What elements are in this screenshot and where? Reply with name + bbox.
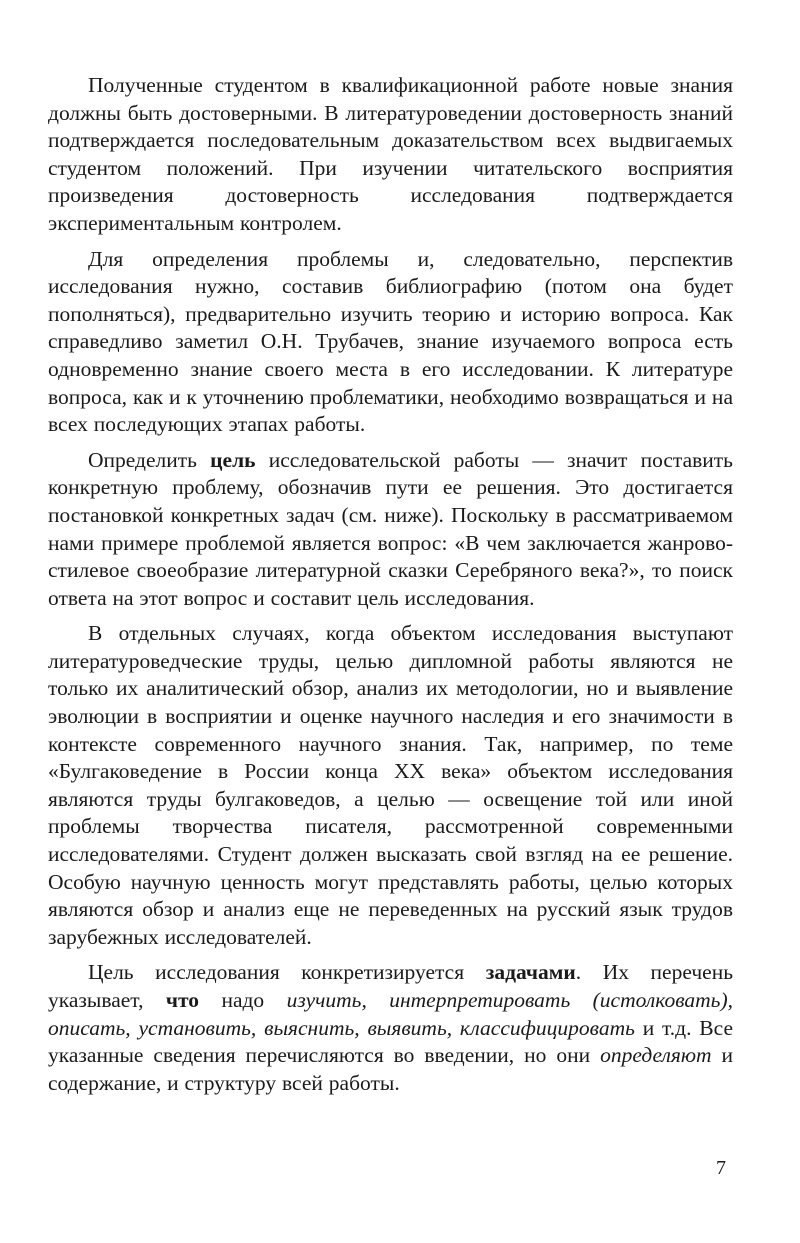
goal-term: цель: [210, 447, 256, 472]
tasks-end-text: и содержание, и структуру всей работы.: [48, 1043, 733, 1095]
tasks-mid3-text: и т.д. Все указанные сведения перечисляются во введении, но они: [48, 1015, 733, 1068]
paragraph-reliability: Полученные студентом в квалификационной работе новые знания должны быть достоверными. В литературоведении достоверность знаний подтверждается последовательным доказательством всех выдвигаемых студентом положений. При изучении читательского восприятия произведения достоверность исследования подтверждается экспериментальным контролем.: [48, 73, 733, 235]
what-term: что: [165, 988, 200, 1012]
paragraph-problem-definition: Для определения проблемы и, следовательно, перспектив исследования нужно, составив библиографию (потом она будет пополняться), предварительно изучить теорию и историю вопроса. Как справедливо заметил О.Н. Трубачев, знание изучаемого вопроса есть одновременно знание своего места в его исследовании. К литературе вопроса, как и к уточнению проблематики, необходимо возвращаться и на всех последующих этапах работы.: [48, 246, 733, 437]
paragraph-literary-studies: В отдельных случаях, когда объектом исследования выступают литературоведческие труды, целью дипломной работы являются не только их аналитический обзор, анализ их методологии, но и выявление эволюции в восприятии и оценке научного наследия и его значимости в контексте современного научного знания. Так, например, по теме «Булгаковедение в России конца XX века» объектом исследования являются труды булгаковедов, а целью — освещение той или иной проблемы творчества писателя, рассмотренной современными исследователями. Студент должен высказать свой взгляд на ее решение. Особую научную ценность могут представлять работы, целью которых являются обзор и анализ еще не переведенных на русский язык трудов зарубежных исследователей.: [48, 621, 733, 949]
tasks-mid1-text: . Их перечень указывает,: [48, 960, 734, 1012]
tasks-verbs-italic: изучить, интерпретировать (истолковать), описать, установить, выяснить, выявить, классифицировать: [48, 988, 733, 1040]
determine-italic: определяют: [600, 1043, 712, 1068]
tasks-mid2-text: надо: [199, 988, 287, 1012]
tasks-term: задачами: [485, 960, 576, 985]
paragraph-goal: [48, 447, 733, 613]
tasks-lead-text: Цель исследования конкретизируется: [88, 960, 486, 985]
page-body: [48, 72, 733, 1105]
goal-rest-text: исследовательской работы — значит поставить конкретную проблему, обозначив пути ее решения. Это достигается постановкой конкретных задач (см. ниже). Поскольку в рассматриваемом нами примере проблемой является вопрос: «В чем заключается жанрово-стилевое своеобразие литературной сказки Серебряного века?», то поиск ответа на этот вопрос и составит цель исследования.: [48, 447, 733, 610]
goal-lead-text: Определить: [88, 447, 211, 472]
paragraph-tasks: [48, 959, 733, 1097]
page-number: 7: [716, 1157, 726, 1179]
